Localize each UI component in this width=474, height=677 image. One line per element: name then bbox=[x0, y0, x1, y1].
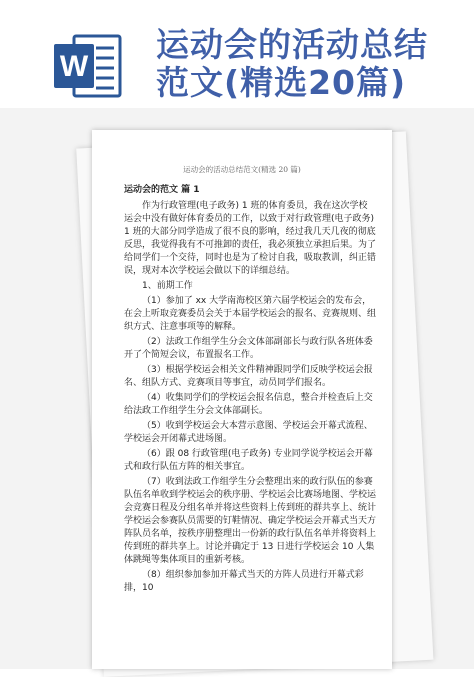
paragraph: （1）参加了 xx 大学南海校区第六届学校运会的发布会，在会上听取竞赛委员会关于本届学校运会的报名、竞赛规则、组织方式、注意事项等的解释。 bbox=[124, 296, 377, 332]
document-body bbox=[124, 184, 376, 597]
paragraph: （7）收到法政工作组学生分会整理出来的政行队伍的参赛队伍名单收到学校运会的秩序册、学校运会比赛场地图、学校运会竞赛日程及分组名单并将这些资料上传到班的群共享上、统计学校运会参赛队员需要的钉鞋情况、确定学校运会开幕式当天方阵队员名单，按秩序册整理出一份新的政行队伍名单并将资料上传到班的群共享上。讨论并确定于 13 日进行学校运会 10 人集体跳绳等集体项目的重新考核。 bbox=[124, 477, 377, 565]
title-line-2: 范文(精选20篇) bbox=[156, 63, 407, 102]
page-title bbox=[156, 26, 466, 102]
word-document-icon bbox=[52, 30, 124, 102]
svg-text:W: W bbox=[59, 50, 89, 83]
document-page bbox=[92, 130, 392, 669]
section-heading: 运动会的范文 篇 1 bbox=[124, 185, 200, 195]
paragraph: （4）收集同学们的学校运会报名信息，整合并检查后上交给法政工作组学生分会文体部副长。 bbox=[124, 393, 373, 416]
paragraph: 作为行政管理(电子政务) 1 班的体育委员，我在这次学校运会中没有做好体育委员的工作，以致于对行政管理(电子政务) 1 班的大部分同学造成了很不良的影响，经过我几天几夜的彻底反思，我觉得我有不可推卸的责任，我必须独立承担后果。为了给同学们一个交待，同时也是为了检讨自我，吸取教训，纠正错误，现对本次学校运会做以下的详细总结。 bbox=[124, 201, 377, 276]
title-line-1: 运动会的活动总结 bbox=[156, 25, 428, 64]
paragraph: （2）法政工作组学生分会文体部副部长与政行队各班体委开了个简短会议，布置报名工作。 bbox=[124, 337, 373, 360]
paragraph: 1、前期工作 bbox=[142, 281, 193, 291]
paragraph: （8）组织参加参加开幕式当天的方阵人员进行开幕式彩排，10 bbox=[124, 570, 364, 593]
running-header: 运动会的活动总结范文(精选 20 篇) bbox=[183, 165, 301, 174]
paragraph: （6）跟 08 行政管理(电子政务) 专业同学说学校运会开幕式和政行队伍方阵的相关事宜。 bbox=[124, 449, 373, 472]
page-header bbox=[0, 0, 474, 118]
paragraph: （3）根据学校运会相关文件精神跟同学们反映学校运会报名、组队方式、竞赛项目等事宜，动员同学们报名。 bbox=[124, 365, 373, 388]
paragraph: （5）收到学校运会大本营示意图、学校运会开幕式流程、学校运会开闭幕式进场图。 bbox=[124, 421, 373, 444]
